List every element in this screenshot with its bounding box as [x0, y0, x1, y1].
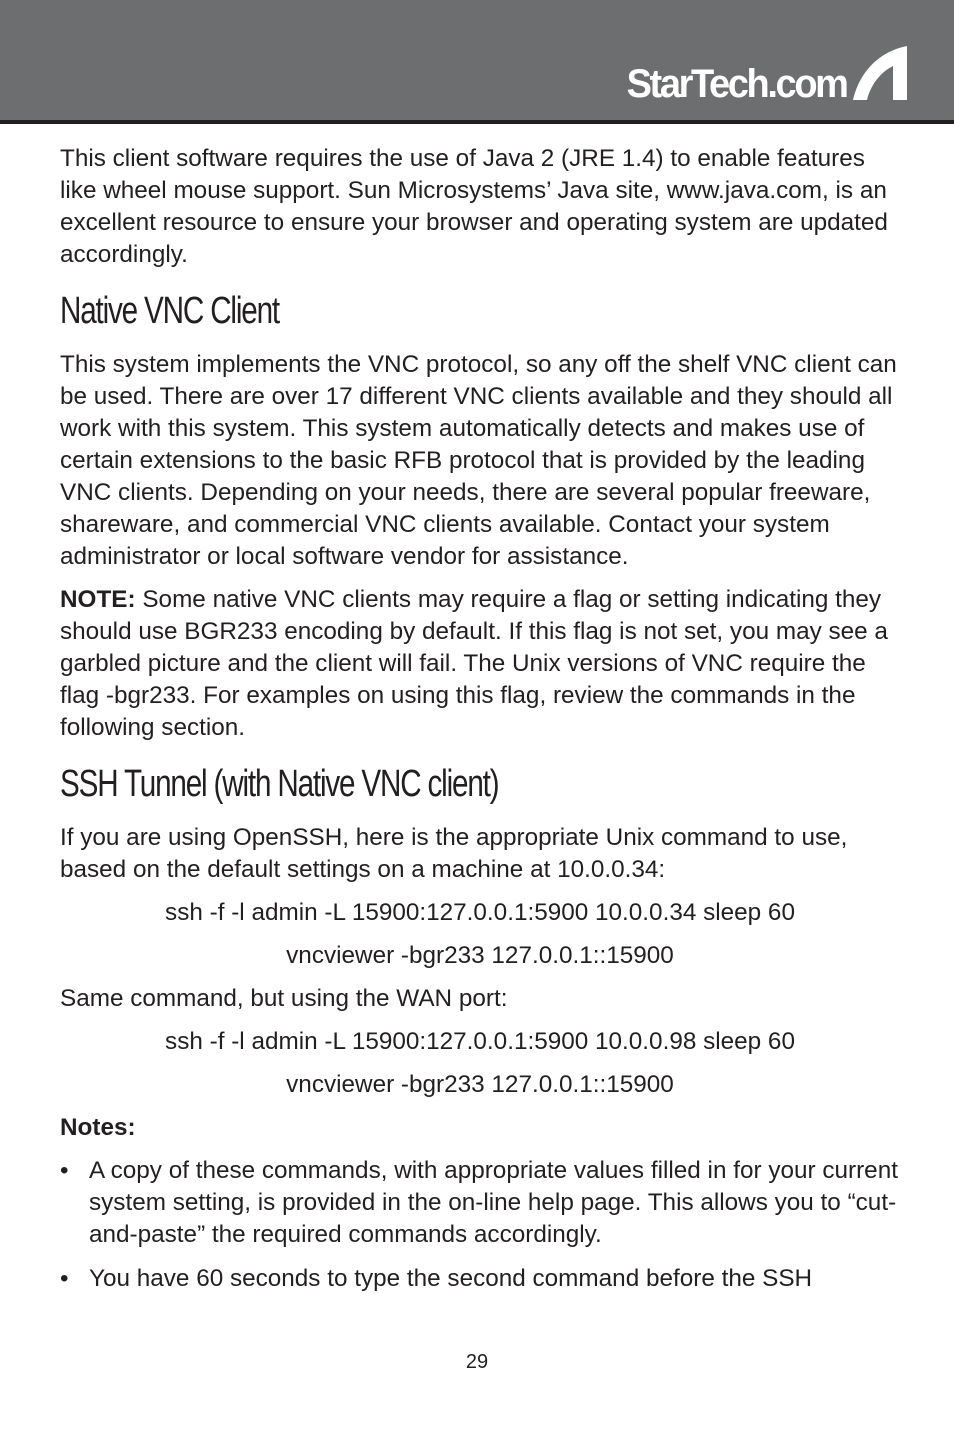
page-content	[60, 143, 900, 1307]
command-vncviewer-lan: vncviewer -bgr233 127.0.0.1::15900	[286, 942, 674, 969]
page-header	[0, 0, 954, 124]
note-paragraph	[60, 584, 900, 744]
note-text: Some native VNC clients may require a flag or setting indicating they should use BGR233 encoding by default. If this flag is not set, you may see a garbled picture and the client will fail. The Unix versions of VNC require the flag -bgr233. For examples on using this flag, review the commands in the following section.	[60, 586, 888, 741]
list-item	[60, 1155, 900, 1251]
intro-paragraph: This client software requires the use of Java 2 (JRE 1.4) to enable features like wheel mouse support. Sun Microsystems’ Java site, www.java.com, is an excellent resource to ensure your browser and operating system are updated accordingly.	[60, 145, 888, 268]
command-ssh-lan: ssh -f -l admin -L 15900:127.0.0.1:5900 10.0.0.34 sleep 60	[165, 899, 795, 926]
native-vnc-paragraph: This system implements the VNC protocol, so any off the shelf VNC client can be used. There are over 17 different VNC clients available and they should all work with this system. This system automatically detects and makes use of certain extensions to the basic RFB protocol that is provided by the leading VNC clients. Depending on your needs, there are several popular freeware, shareware, and commercial VNC clients available. Contact your system administrator or local software vendor for assistance.	[60, 351, 897, 570]
logo-text: StarTech.com	[627, 62, 847, 106]
logo-swoosh-icon	[851, 44, 909, 102]
list-item-text: A copy of these commands, with appropriate values filled in for your current system setting, is provided in the on-line help page. This allows you to “cut-and-paste” the required commands accordingly.	[89, 1157, 898, 1248]
command-vncviewer-wan: vncviewer -bgr233 127.0.0.1::15900	[286, 1071, 674, 1098]
command-ssh-wan: ssh -f -l admin -L 15900:127.0.0.1:5900 10.0.0.98 sleep 60	[165, 1028, 795, 1055]
wan-paragraph: Same command, but using the WAN port:	[60, 985, 508, 1012]
note-label: NOTE:	[60, 586, 136, 613]
page-number: 29	[465, 1351, 489, 1373]
list-item	[60, 1263, 900, 1295]
list-item-text: You have 60 seconds to type the second command before the SSH	[89, 1265, 813, 1292]
notes-label: Notes:	[60, 1114, 136, 1141]
section-heading-ssh-tunnel: SSH Tunnel (with Native VNC client)	[60, 763, 499, 805]
bullet-icon: •	[60, 1157, 69, 1184]
section-heading-native-vnc: Native VNC Client	[60, 290, 279, 332]
ssh-intro-paragraph: If you are using OpenSSH, here is the appropriate Unix command to use, based on the default settings on a machine at 10.0.0.34:	[60, 824, 848, 883]
notes-list	[60, 1155, 900, 1295]
startech-logo	[615, 44, 909, 104]
bullet-icon: •	[60, 1265, 69, 1292]
